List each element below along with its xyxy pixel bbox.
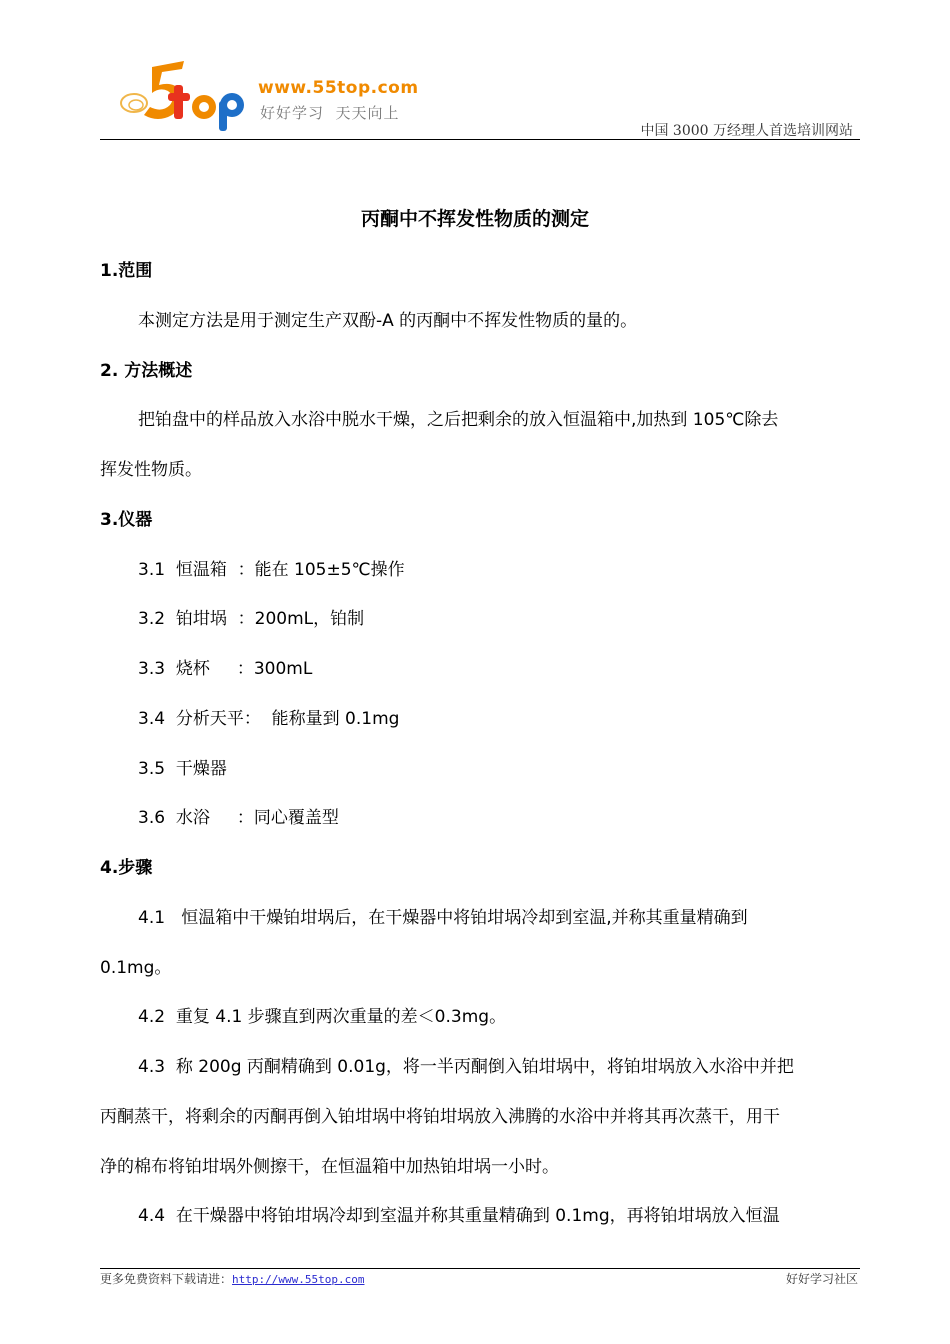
logo-url-text: www.55top.com [258,78,419,98]
list-item: 3.6 水浴 ：同心覆盖型 [138,808,339,828]
paragraph-line: 4.2 重复 4.1 步骤直到两次重量的差＜0.3mg。 [138,1007,507,1027]
site-logo-icon [112,55,252,135]
section-heading-instruments: 3.仪器 [100,510,153,530]
paragraph-line: 0.1mg。 [100,958,172,978]
header-tagline: 中国 3000 万经理人首选培训网站 [640,123,853,139]
list-item: 3.1 恒温箱 ：能在 105±5℃操作 [138,560,405,580]
footer-link[interactable]: http://www.55top.com [232,1273,365,1286]
list-item: 3.4 分析天平： 能称量到 0.1mg [138,709,400,729]
list-item: 3.3 烧杯 ：300mL [138,659,313,679]
footer-divider [100,1268,860,1269]
footer-community: 好好学习社区 [785,1272,858,1286]
list-item: 3.5 干燥器 [138,759,227,779]
paragraph-line: 4.1 恒温箱中干燥铂坩埚后，在干燥器中将铂坩埚冷却到室温,并称其重量精确到 [138,908,748,928]
paragraph-line: 挥发性物质。 [100,460,202,480]
paragraph-line: 4.4 在干燥器中将铂坩埚冷却到室温并称其重量精确到 0.1mg，再将铂坩埚放入恒温 [138,1206,780,1226]
section-heading-steps: 4.步骤 [100,858,153,878]
paragraph-line: 4.3 称 200g 丙酮精确到 0.01g，将一半丙酮倒入铂坩埚中，将铂坩埚放入水浴中并把 [138,1057,794,1077]
document-title: 丙酮中不挥发性物质的测定 [360,208,589,230]
logo-slogan: 好好学习 天天向上 [260,104,400,122]
paragraph-line: 丙酮蒸干，将剩余的丙酮再倒入铂坩埚中将铂坩埚放入沸腾的水浴中并将其再次蒸干，用干 [100,1107,780,1127]
section-heading-method: 2. 方法概述 [100,361,193,381]
list-item: 3.2 铂坩埚 ：200mL，铂制 [138,609,365,629]
footer-text: 更多免费资料下载请进： [100,1272,233,1286]
paragraph-line: 把铂盘中的样品放入水浴中脱水干燥，之后把剩余的放入恒温箱中,加热到 105℃除去 [138,410,779,430]
section-heading-scope: 1.范围 [100,261,153,281]
footer-download-note [100,1270,364,1287]
paragraph-line: 净的棉布将铂坩埚外侧擦干，在恒温箱中加热铂坩埚一小时。 [100,1157,559,1177]
header-divider [100,139,860,140]
section-text-scope: 本测定方法是用于测定生产双酚-A 的丙酮中不挥发性物质的量的。 [138,311,638,331]
